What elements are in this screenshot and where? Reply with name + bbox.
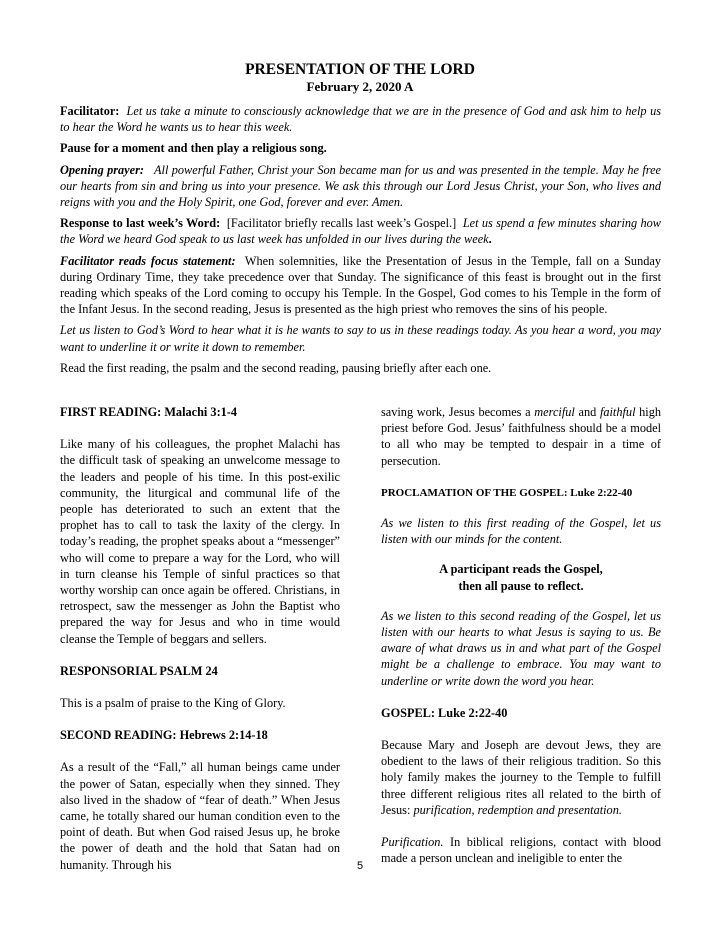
gospel-intro: Because Mary and Joseph are devout Jews, they are obedient to the laws of their religious tradition. So this holy family makes the journey to the Temple to fulfill three different religious rites all related to the birth of Jesus: <box>381 738 661 817</box>
opening-prayer-label: Opening prayer: <box>60 162 144 177</box>
listen-instruction: Let us listen to God’s Word to hear what it is he wants to say to us in these readings today. As you hear a word, you may want to underline it or write it down to remember. <box>60 323 661 354</box>
focus-label: Facilitator reads focus statement: <box>60 253 236 268</box>
pause-instruction: Pause for a moment and then play a religious song. <box>60 141 327 156</box>
merciful-word: merciful <box>534 405 575 419</box>
response-bracket: [Facilitator briefly recalls last week’s Gospel.] <box>226 216 457 231</box>
psalm-text: This is a psalm of praise to the King of Glory. <box>60 696 286 711</box>
second-reading-heading: SECOND READING: Hebrews 2:14-18 <box>60 728 268 743</box>
response-paragraph <box>60 215 661 247</box>
first-listen-instruction: As we listen to this first reading of the Gospel, let us listen with our minds for the content. <box>381 516 661 547</box>
faithful-word: faithful <box>599 405 636 419</box>
facilitator-text: Let us take a minute to consciously acknowledge that we are in the presence of God and ask him to help us to hear the Word he wants us to hear this week. <box>60 104 661 135</box>
gospel-text <box>381 737 661 818</box>
facilitator-paragraph <box>60 103 661 135</box>
focus-text: When solemnities, like the Presentation of Jesus in the Temple, fall on a Sunday during Ordinary Time, they take precedence over that Sunday. The significance of this feast is brought out in the first reading which speaks of the Lord coming to occupy his Temple. In the Gospel, God comes to his Temple in the form of the Infant Jesus. In the second reading, Jesus is presented as the high priest who removes the sins of his people. <box>60 253 661 317</box>
participant-instruction-line2: then all pause to reflect. <box>458 578 584 593</box>
right-column <box>381 404 661 866</box>
second-listen-instruction: As we listen to this second reading of the Gospel, let us listen with our hearts to what Jesus is saying to us. Be aware of what draws us in and what part of the Gospel might be a challenge to embrace. You may want to underline or write down the word you hear. <box>381 608 661 688</box>
response-label: Response to last week’s Word: <box>60 216 221 231</box>
opening-prayer-paragraph <box>60 162 661 211</box>
page-date: February 2, 2020 A <box>306 79 414 94</box>
response-period: . <box>488 232 492 247</box>
second-reading-continuation <box>381 404 661 469</box>
read-instruction: Read the first reading, the psalm and the second reading, pausing briefly after each one. <box>60 360 492 375</box>
and-word: and <box>574 405 600 419</box>
first-reading-heading: FIRST READING: Malachi 3:1-4 <box>60 405 238 419</box>
purification-text: In biblical religions, contact with blood made a person unclean and ineligible to enter the <box>381 835 661 866</box>
opening-prayer-text: All powerful Father, Christ your Son became man for us and was presented in the temple. May he free our hearts from sin and bring us into your presence. We ask this through our Lord Jesus Christ, your Son, who lives and reigns with you and the Holy Spirit, one God, forever and ever. Amen. <box>60 162 661 210</box>
purification-label: Purification. <box>381 835 444 850</box>
continuation-a: saving work, Jesus becomes a <box>381 405 535 419</box>
page-number: 5 <box>356 860 364 872</box>
continuation-b: high priest before God. Jesus’ faithfulness should be a model to all who may be tempted to despair in a time of persecution. <box>381 405 662 468</box>
gospel-heading: GOSPEL: Luke 2:22-40 <box>381 705 508 720</box>
focus-paragraph <box>60 253 661 318</box>
intro-section <box>60 103 661 381</box>
second-reading-text: As a result of the “Fall,” all human beings came under the power of Satan, especially when they sinned. They also lived in the shadow of “fear of death.” When Jesus came, he totally shared our human condition even to the point of death. But when God raised Jesus up, he broke the power of death and the hold that Satan had on humanity. Through his <box>60 760 340 872</box>
psalm-heading: RESPONSORIAL PSALM 24 <box>60 663 218 678</box>
participant-instruction-line1: A participant reads the Gospel, <box>439 562 603 577</box>
facilitator-label: Facilitator: <box>60 104 120 118</box>
first-reading-text: Like many of his colleagues, the prophet Malachi has the difficult task of speaking an unwelcome message to the leaders and people of his time. In this post-exilic community, the liturgical and communal life of the people has deteriorated to such an extent that the prophet has to call to task the laxity of the clergy. In today’s reading, the prophet speaks about a “messenger” who will come to prepare a way for the Lord, who will in turn cleanse his Temple of sinful practices so that worthy worship can once again be offered. Christians, in retrospect, saw the messenger as John the Baptist who prepared the way for Jesus and who in time would cleanse the Temple of beggars and sellers. <box>60 437 340 646</box>
page-title: PRESENTATION OF THE LORD <box>245 61 475 78</box>
left-column <box>60 404 340 873</box>
response-text: Let us spend a few minutes sharing how the Word we heard God speak to us last week has unfolded in our lives during the week <box>60 216 661 247</box>
gospel-rites: purification, redemption and presentation. <box>413 802 622 817</box>
proclamation-heading: PROCLAMATION OF THE GOSPEL: Luke 2:22-40 <box>381 486 633 499</box>
